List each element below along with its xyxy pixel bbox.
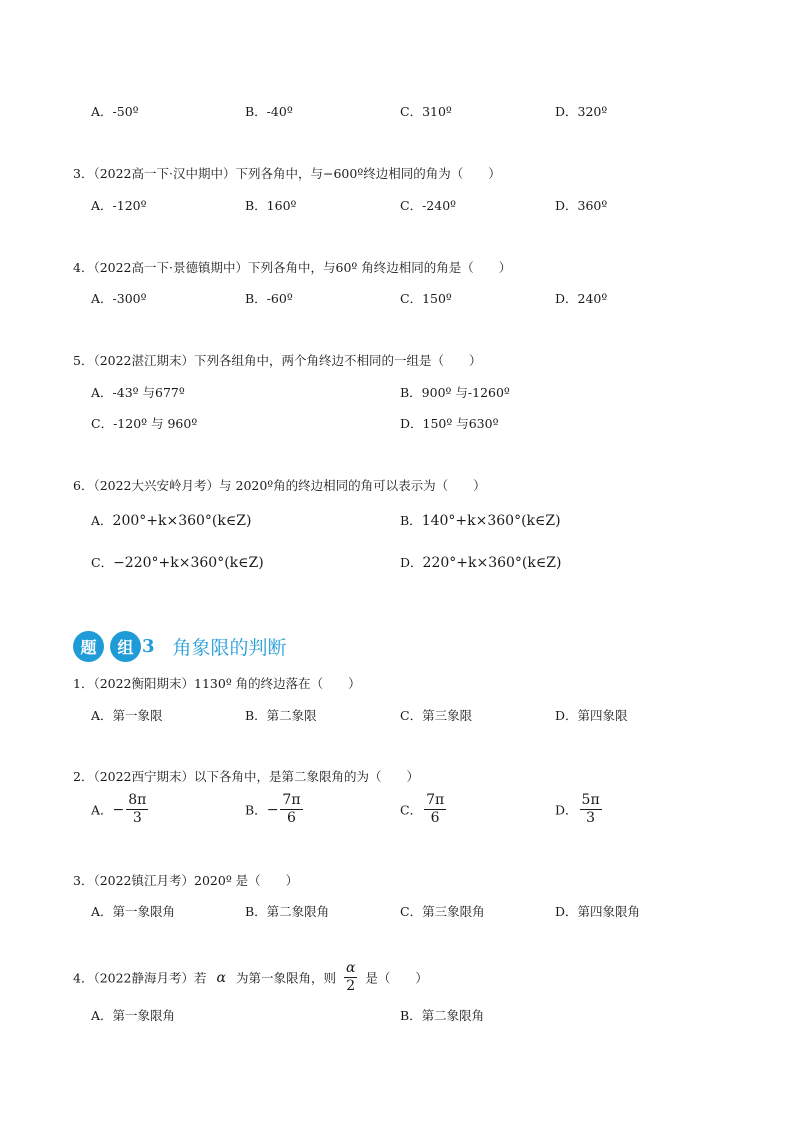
q4-option-c: C．150º	[400, 291, 452, 306]
group-badge-ti: 题	[73, 631, 104, 662]
option-c: C．310º	[400, 104, 452, 119]
g3q2-option-a-label: A．	[91, 802, 113, 818]
g3q1-option-c: C．第三象限	[400, 708, 473, 723]
g3q3-option-a: A．第一象限角	[91, 904, 176, 919]
fraction	[126, 792, 148, 827]
option-b: B．-40º	[245, 104, 293, 119]
q6-option-d-label: D．	[400, 555, 423, 570]
g3q2-option-b	[245, 792, 303, 827]
g3q1-option-b: B．第二象限	[245, 708, 317, 723]
fraction	[580, 792, 602, 827]
fraction	[424, 792, 446, 827]
question-5-stem: 5．（2022湛江期末）下列各组角中，两个角终边不相同的一组是（ ）	[73, 353, 482, 368]
g3-question-3-stem: 3．（2022镇江月考）2020º 是（ ）	[73, 873, 299, 888]
g3q4-option-b: B．第二象限角	[400, 1008, 485, 1023]
question-3-stem: 3．（2022高一下·汉中期中）下列各角中，与−600º终边相同的角为（ ）	[73, 166, 501, 181]
numerator: α	[345, 960, 356, 976]
alpha-over-2	[344, 960, 357, 995]
g3q2-option-d	[555, 792, 602, 827]
g3q2-option-b-label: B．	[245, 802, 267, 818]
minus-sign: −	[266, 801, 279, 818]
alpha-symbol: α	[216, 969, 226, 986]
g3-question-2-stem: 2．（2022西宁期末）以下各角中，是第二象限角的为（ ）	[73, 769, 420, 784]
g3-question-1-stem: 1．（2022衡阳期末）1130º 角的终边落在（ ）	[73, 676, 361, 691]
q5-option-d: D．150º 与630º	[400, 416, 499, 431]
q6-option-c	[91, 553, 264, 571]
g3q3-option-d: D．第四象限角	[555, 904, 641, 919]
denominator: 6	[430, 810, 440, 826]
group-3-heading	[73, 628, 287, 664]
q6-option-a-expr: 200°+k×360°(k∈Z)	[112, 513, 252, 529]
q6-option-c-expr: −220°+k×360°(k∈Z)	[113, 555, 264, 571]
option-a: A．-50º	[91, 104, 139, 119]
denominator: 3	[586, 810, 596, 826]
question-6-stem: 6．（2022大兴安岭月考）与 2020º角的终边相同的角可以表示为（ ）	[73, 478, 486, 493]
option-d: D．320º	[555, 104, 608, 119]
g3q2-option-a	[91, 792, 148, 827]
stem-part-2: 为第一象限角，则	[235, 970, 336, 986]
q3-option-d: D．360º	[555, 198, 608, 213]
denominator: 3	[132, 810, 142, 826]
q5-option-c: C．-120º 与 960º	[91, 416, 198, 431]
q3-option-a: A．-120º	[91, 198, 147, 213]
question-4-stem: 4．（2022高一下·景德镇期中）下列各角中，与60º 角终边相同的角是（ ）	[73, 260, 512, 275]
numerator: 7π	[426, 792, 445, 808]
g3q2-option-c	[400, 792, 446, 827]
stem-part-1: 4．（2022静海月考）若	[73, 970, 207, 986]
q3-option-b: B．160º	[245, 198, 297, 213]
minus-sign: −	[112, 801, 125, 818]
q6-option-d	[400, 553, 561, 571]
g3q3-option-c: C．第三象限角	[400, 904, 485, 919]
q4-option-b: B．-60º	[245, 291, 293, 306]
denominator: 6	[287, 810, 296, 826]
q6-option-a-label: A．	[91, 513, 113, 528]
group-title: 角象限的判断	[172, 636, 287, 659]
q3-option-c: C．-240º	[400, 198, 457, 213]
q4-option-a: A．-300º	[91, 291, 147, 306]
denominator: 2	[346, 978, 356, 994]
q4-option-d: D．240º	[555, 291, 608, 306]
g3q2-option-d-label: D．	[555, 802, 578, 818]
g3q1-option-a: A．第一象限	[91, 708, 163, 723]
g3q3-option-b: B．第二象限角	[245, 904, 330, 919]
q6-option-b-label: B．	[400, 513, 422, 528]
numerator: 5π	[581, 792, 600, 808]
group-badge-zu: 组	[110, 631, 141, 662]
q6-option-a	[91, 511, 251, 529]
q5-option-b: B．900º 与-1260º	[400, 385, 510, 400]
numerator: 8π	[128, 792, 147, 808]
group-number: 3	[142, 635, 155, 657]
stem-part-3: 是（ ）	[365, 970, 428, 986]
numerator: 7π	[282, 792, 301, 808]
q6-option-b-expr: 140°+k×360°(k∈Z)	[421, 513, 561, 529]
fraction	[280, 792, 302, 827]
q6-option-b	[400, 511, 561, 529]
g3q4-option-a: A．第一象限角	[91, 1008, 176, 1023]
g3q1-option-d: D．第四象限	[555, 708, 628, 723]
g3-question-4-stem	[73, 960, 428, 995]
q6-option-c-label: C．	[91, 555, 114, 570]
g3q2-option-c-label: C．	[400, 802, 423, 818]
q6-option-d-expr: 220°+k×360°(k∈Z)	[422, 555, 562, 571]
q5-option-a: A．-43º 与677º	[91, 385, 185, 400]
